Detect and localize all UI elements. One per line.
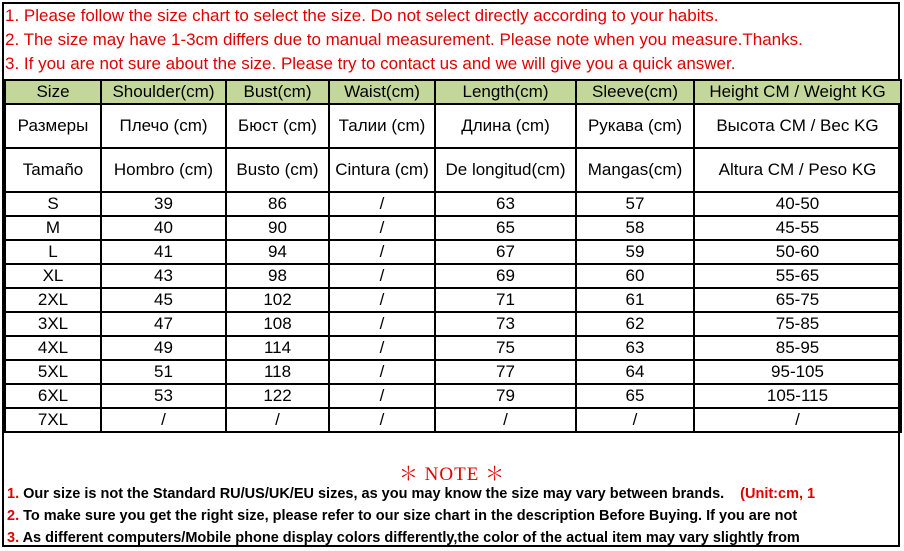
cell-waist: / [329,240,435,264]
cell-size: XL [5,264,101,288]
cell-bust: 114 [226,336,329,360]
cell-size: 5XL [5,360,101,384]
cell-length: 75 [435,336,576,360]
cell-bust: 86 [226,192,329,216]
cell-size: 6XL [5,384,101,408]
cell-waist: / [329,264,435,288]
cell-bust: 118 [226,360,329,384]
cell-sleeve: 58 [576,216,694,240]
cell-length: 77 [435,360,576,384]
cell-height-weight: 40-50 [694,192,901,216]
cell-height-weight: 45-55 [694,216,901,240]
top-notes [5,4,899,76]
cell-bust: 102 [226,288,329,312]
cell-length: 71 [435,288,576,312]
header-row-en [5,80,901,104]
header-row-es [5,148,901,192]
cell-bust: 108 [226,312,329,336]
cell-size: 7XL [5,408,101,432]
cell-waist: / [329,192,435,216]
top-note-2: 2. The size may have 1-3cm differs due to manual measurement. Please note when you measure.Thanks. [5,30,803,49]
cell-shoulder: 43 [101,264,226,288]
cell-bust: 94 [226,240,329,264]
note-number: 1. [7,486,20,502]
cell-shoulder: 40 [101,216,226,240]
top-note-1: 1. Please follow the size chart to select the size. Do not select directly according to your habits. [5,6,719,25]
cell-waist: / [329,360,435,384]
header-size: Size [5,80,101,104]
bottom-note-2 [7,505,900,527]
cell-bust: 98 [226,264,329,288]
cell-length: 63 [435,192,576,216]
size-rows [5,192,901,432]
table-row [5,312,901,336]
cell-shoulder: 47 [101,312,226,336]
cell-shoulder: 39 [101,192,226,216]
cell-sleeve: 60 [576,264,694,288]
header-ru-cell: Талии (cm) [329,104,435,148]
header-ru-cell: Бюст (cm) [226,104,329,148]
header-ru-cell: Длина (cm) [435,104,576,148]
header-bust: Bust(cm) [226,80,329,104]
note-text: To make sure you get the right size, please refer to our size chart in the description Before Buying. If you are not [19,508,798,524]
cell-shoulder: 51 [101,360,226,384]
bottom-note-1 [7,483,900,505]
cell-sleeve: 62 [576,312,694,336]
cell-sleeve: 64 [576,360,694,384]
header-es-cell: Hombro (cm) [101,148,226,192]
cell-waist: / [329,408,435,432]
cell-length: 65 [435,216,576,240]
cell-sleeve: 63 [576,336,694,360]
cell-size: S [5,192,101,216]
cell-height-weight: 75-85 [694,312,901,336]
note-number: 2. [7,508,20,524]
cell-size: M [5,216,101,240]
table-row [5,216,901,240]
cell-sleeve: / [576,408,694,432]
header-height-weight: Height CM / Weight KG [694,80,901,104]
bottom-note-3 [7,527,900,549]
cell-waist: / [329,384,435,408]
header-ru-cell: Рукава (cm) [576,104,694,148]
table-row [5,192,901,216]
cell-size: 2XL [5,288,101,312]
header-row-ru [5,104,901,148]
unit-note: (Unit:cm, 1 [740,486,816,502]
cell-waist: / [329,216,435,240]
table-row [5,360,901,384]
cell-height-weight: 85-95 [694,336,901,360]
cell-bust: 90 [226,216,329,240]
header-ru-cell: Высота CM / Вес KG [694,104,901,148]
note-text: Our size is not the Standard RU/US/UK/EU sizes, as you may know the size may vary between brands. [19,486,725,502]
table-row [5,384,901,408]
cell-height-weight: 105-115 [694,384,901,408]
table-row [5,336,901,360]
cell-sleeve: 57 [576,192,694,216]
header-length: Length(cm) [435,80,576,104]
cell-size: 4XL [5,336,101,360]
header-es-cell: Busto (cm) [226,148,329,192]
cell-height-weight: / [694,408,901,432]
header-waist: Waist(cm) [329,80,435,104]
note-title: ＊ NOTE ＊ [398,464,506,485]
cell-shoulder: 49 [101,336,226,360]
cell-bust: / [226,408,329,432]
header-shoulder: Shoulder(cm) [101,80,226,104]
cell-shoulder: 53 [101,384,226,408]
cell-height-weight: 65-75 [694,288,901,312]
cell-height-weight: 50-60 [694,240,901,264]
header-es-cell: Tamaño [5,148,101,192]
header-sleeve: Sleeve(cm) [576,80,694,104]
header-ru-cell: Размеры [5,104,101,148]
cell-size: 3XL [5,312,101,336]
table-row [5,408,901,432]
header-es-cell: Mangas(cm) [576,148,694,192]
header-es-cell: Cintura (cm) [329,148,435,192]
cell-sleeve: 59 [576,240,694,264]
size-chart-table [4,79,902,433]
cell-size: L [5,240,101,264]
header-ru-cell: Плечо (cm) [101,104,226,148]
note-text: As different computers/Mobile phone display colors differently,the color of the actual item may vary slightly from [19,530,800,546]
cell-length: 69 [435,264,576,288]
cell-sleeve: 61 [576,288,694,312]
cell-length: 73 [435,312,576,336]
cell-shoulder: 41 [101,240,226,264]
bottom-notes [7,483,900,549]
cell-waist: / [329,336,435,360]
cell-length: 79 [435,384,576,408]
top-note-3: 3. If you are not sure about the size. Please try to contact us and we will give you a quick answer. [5,54,736,73]
cell-shoulder: / [101,408,226,432]
cell-height-weight: 95-105 [694,360,901,384]
cell-shoulder: 45 [101,288,226,312]
cell-sleeve: 65 [576,384,694,408]
cell-bust: 122 [226,384,329,408]
header-es-cell: Altura CM / Peso KG [694,148,901,192]
header-es-cell: De longitud(cm) [435,148,576,192]
table-row [5,264,901,288]
cell-waist: / [329,312,435,336]
cell-length: / [435,408,576,432]
cell-length: 67 [435,240,576,264]
cell-height-weight: 55-65 [694,264,901,288]
cell-waist: / [329,288,435,312]
table-row [5,288,901,312]
table-row [5,240,901,264]
note-number: 3. [7,530,20,546]
